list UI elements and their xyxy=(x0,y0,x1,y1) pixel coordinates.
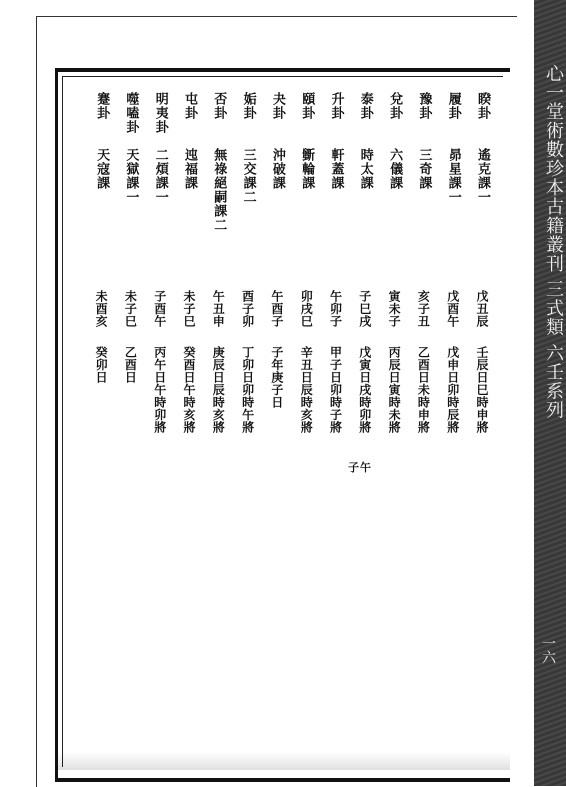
row-14-a: 未酉亥 xyxy=(94,290,109,328)
row-8-b: 子年庚子日 xyxy=(269,346,284,409)
row-10-gua: 否卦 xyxy=(211,92,227,120)
row-4-a: 寅未子 xyxy=(387,290,402,328)
row-10-a: 午丑申 xyxy=(211,290,226,328)
row-1-a: 戊丑辰 xyxy=(475,290,489,328)
row-9-ke: 三交課二 xyxy=(240,148,256,204)
row-2-gua: 履卦 xyxy=(445,92,461,120)
row-13-gua: 噬嗑卦 xyxy=(123,92,139,134)
row-3-gua: 豫卦 xyxy=(416,92,432,120)
row-11-a: 未子巳 xyxy=(182,290,196,328)
book-spine xyxy=(534,0,566,786)
row-6-gua: 升卦 xyxy=(328,92,344,120)
row-11-ke: 迍福課 xyxy=(182,148,197,190)
row-7-ke: 斵輪課 xyxy=(299,148,315,190)
row-3-ke: 三奇課 xyxy=(416,148,432,190)
row-2-ke: 昴星課一 xyxy=(445,148,461,204)
row-14-gua: 蹇卦 xyxy=(94,92,110,120)
row-6-b: 甲子日卯時子將 xyxy=(328,346,343,434)
row-5-gua: 泰卦 xyxy=(357,92,373,120)
row-5-b: 戊寅日戌時卯將 xyxy=(357,346,372,434)
series-title: 心一堂術數珍本古籍叢刊 三式類 六壬系列 xyxy=(543,64,564,420)
row-6-a: 午卯子 xyxy=(328,290,343,328)
row-8-ke: 沖破課 xyxy=(269,148,285,190)
row-2-b: 戊申日卯時辰將 xyxy=(445,346,460,434)
row-9-a: 酉子卯 xyxy=(240,290,255,328)
row-5-a: 子巳戌 xyxy=(357,290,372,328)
row-13-b: 乙酉日 xyxy=(123,346,138,384)
row-13-ke: 天獄課一 xyxy=(123,148,139,204)
row-7-gua: 頤卦 xyxy=(299,92,315,120)
row-12-b: 丙午日午時卯將 xyxy=(152,346,167,434)
row-7-a: 卯戌巳 xyxy=(299,290,314,328)
row-13-a: 未子巳 xyxy=(123,290,138,328)
annotation-note: 子午 xyxy=(348,461,372,474)
row-1-b: 壬辰日巳時申將 xyxy=(475,346,489,434)
row-3-b: 乙酉日未時申將 xyxy=(416,346,431,434)
row-9-gua: 姤卦 xyxy=(240,92,256,120)
row-11-gua: 屯卦 xyxy=(182,92,197,120)
row-9-b: 丁卯日卯時午將 xyxy=(240,346,255,434)
row-5-ke: 時太課 xyxy=(357,148,373,190)
row-10-ke: 無祿絕嗣課二 xyxy=(211,148,227,232)
row-12-ke: 二煩課一 xyxy=(152,148,168,204)
row-14-ke: 天寇課 xyxy=(94,148,110,190)
row-12-a: 子酉午 xyxy=(152,290,167,328)
page-number: 一六 xyxy=(540,636,556,664)
row-1-ke: 遙克課一 xyxy=(475,148,490,204)
row-10-b: 庚辰日辰時亥將 xyxy=(211,346,226,434)
row-4-ke: 六儀課 xyxy=(387,148,403,190)
row-4-b: 丙辰日寅時未將 xyxy=(387,346,402,434)
row-11-b: 癸酉日午時亥將 xyxy=(182,346,196,434)
row-2-a: 戊酉午 xyxy=(445,290,460,328)
row-8-gua: 夬卦 xyxy=(269,92,285,120)
row-6-ke: 軒蓋課 xyxy=(328,148,344,190)
scan-smudge xyxy=(55,752,510,770)
row-7-b: 辛丑日辰時亥將 xyxy=(299,346,314,434)
row-14-b: 癸卯日 xyxy=(94,346,109,384)
row-8-a: 午酉子 xyxy=(269,290,284,328)
row-12-gua: 明夷卦 xyxy=(152,92,168,134)
row-3-a: 亥子丑 xyxy=(416,290,431,328)
row-4-gua: 兌卦 xyxy=(387,92,403,120)
row-1-gua: 睽卦 xyxy=(475,92,490,120)
